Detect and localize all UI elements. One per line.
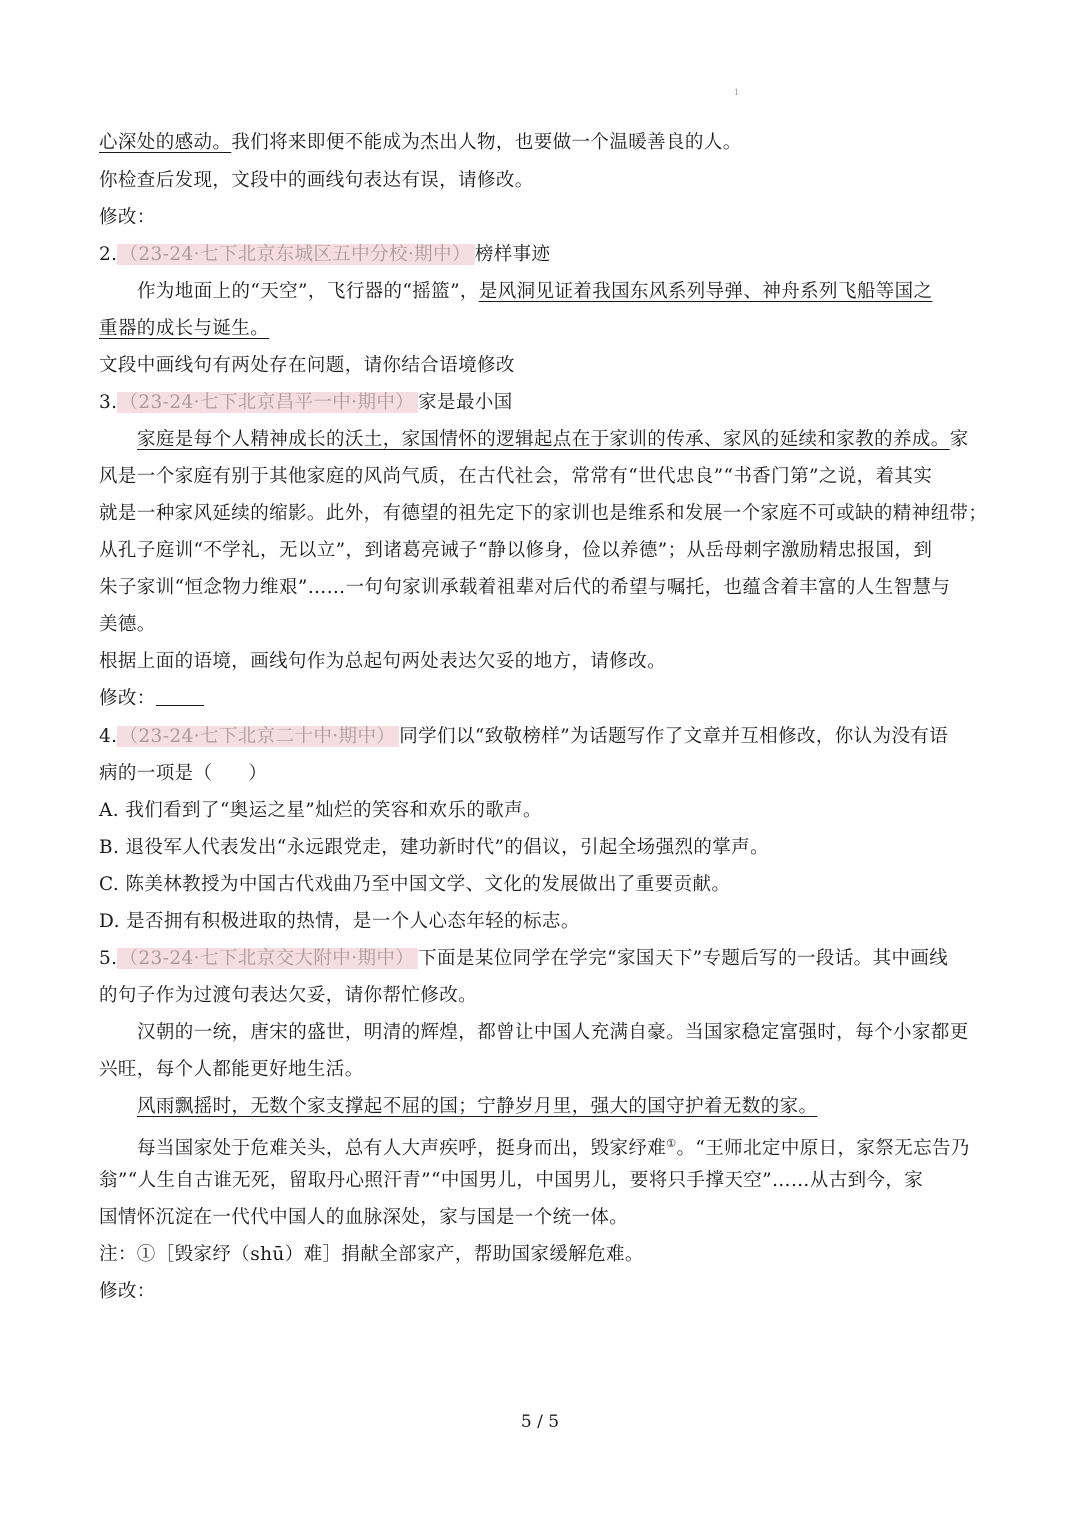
text-line (99, 316, 269, 342)
question-5-header (99, 946, 948, 972)
underlined-sentence: 是风洞见证着我国东风系列导弹、神舟系列飞船等国之 (478, 281, 933, 302)
source-tag: （23-24·七下北京昌平一中·期中） (117, 392, 418, 413)
underlined-sentence: 重器的成长与诞生。 (99, 318, 270, 339)
option-d: D. 是否拥有积极进取的热情，是一个人心态年轻的标志。 (99, 911, 580, 932)
text-line: 从孔子庭训“不学礼，无以立”，到诸葛亮诫子“静以修身，俭以养德”；从岳母刺字激励精忠报国，到 (99, 540, 933, 561)
question-number: 3. (99, 392, 118, 413)
page-mark: 1 (734, 88, 740, 97)
text-line: 的句子作为过渡句表达欠妥，请你帮忙修改。 (99, 985, 478, 1006)
page-number: 5 / 5 (520, 1412, 560, 1432)
text-line (137, 427, 969, 453)
revision-label: 修改： (99, 207, 156, 228)
revision-label: 修改： (99, 1281, 156, 1302)
question-number: 2. (99, 244, 118, 265)
text-line (137, 279, 932, 305)
question-number: 5. (99, 948, 118, 969)
underlined-sentence: 家庭是每个人精神成长的沃土，家国情怀的逻辑起点在于家训的传承、家风的延续和家教的养成。 (137, 429, 950, 450)
text-span: 。“王师北定中原日，家祭无忘告乃 (676, 1138, 970, 1160)
question-title: 榜样事迹 (474, 244, 551, 265)
text-span: 家 (949, 429, 969, 450)
question-stem: 同学们以“致敬榜样”为话题写作了文章并互相修改，你认为没有语 (399, 726, 949, 747)
source-tag: （23-24·七下北京二十中·期中） (117, 726, 399, 747)
text-line (137, 1094, 817, 1120)
source-tag: （23-24·七下北京交大附中·期中） (117, 948, 418, 969)
underlined-sentence: 风雨飘摇时，无数个家支撑起不屈的国；宁静岁月里，强大的国守护着无数的家。 (137, 1096, 818, 1117)
text-line: 风是一个家庭有别于其他家庭的风尚气质，在古代社会，常常有“世代忠良”“书香门第”之说，着其实 (99, 466, 933, 487)
text-span: ） (248, 763, 268, 784)
text-line: 翁”“人生自古谁无死，留取丹心照汗青”“中国男儿，中国男儿，要将只手撑天空”……从古到今，家 (99, 1170, 924, 1191)
instruction-line: 你检查后发现，文段中的画线句表达有误，请修改。 (99, 170, 534, 191)
footnote-marker: ① (666, 1137, 677, 1150)
revision-line (99, 686, 204, 712)
instruction-line: 文段中画线句有两处存在问题，请你结合语境修改 (99, 355, 515, 376)
text-line: 朱子家训“恒念物力维艰”……一句句家训承载着祖辈对后代的希望与嘱托，也蕴含着丰富的人生智慧与 (99, 577, 951, 598)
text-span: 作为地面上的“天空”，飞行器的“摇篮”， (137, 281, 479, 302)
answer-blank[interactable] (156, 687, 204, 706)
text-line: 就是一种家风延续的缩影。此外，有德望的祖先定下的家训也是维系和发展一个家庭不可或缺的精神纽带； (99, 503, 988, 524)
text-line: 美德。 (99, 614, 156, 635)
text-line: 国情怀沉淀在一代代中国人的血脉深处，家与国是一个统一体。 (99, 1207, 629, 1228)
question-stem: 病的一项是（ (99, 763, 213, 784)
text-span: 我们将来即便不能成为杰出人物，也要做一个温暖善良的人。 (231, 132, 742, 153)
option-a: A. 我们看到了“奥运之星”灿烂的笑容和欢乐的歌声。 (99, 800, 542, 821)
footnote: 注：①［毁家纾（shū）难］捐献全部家产，帮助国家缓解危难。 (99, 1244, 644, 1265)
question-4-header (99, 724, 948, 750)
text-line (99, 761, 267, 787)
question-3-header (99, 390, 513, 416)
option-c: C. 陈美林教授为中国古代戏曲乃至中国文学、文化的发展做出了重要贡献。 (99, 874, 731, 895)
option-b: B. 退役军人代表发出“永远跟党走，建功新时代”的倡议，引起全场强烈的掌声。 (99, 837, 769, 858)
text-span: 每当国家处于危难关头，总有人大声疾呼，挺身而出，毁家纾难 (137, 1138, 667, 1160)
text-line (137, 1131, 970, 1162)
source-tag: （23-24·七下北京东城区五中分校·期中） (117, 244, 474, 265)
question-2-header (99, 242, 550, 268)
text-line: 兴旺，每个人都能更好地生活。 (99, 1059, 364, 1080)
question-title: 家是最小国 (418, 392, 513, 413)
revision-label: 修改： (99, 688, 156, 709)
text-line (99, 130, 742, 156)
question-stem: 下面是某位同学在学完“家国天下”专题后写的一段话。其中画线 (418, 948, 949, 969)
text-line: 汉朝的一统，唐宋的盛世，明清的辉煌，都曾让中国人充满自豪。当国家稳定富强时，每个小家都更 (137, 1022, 969, 1043)
instruction-line: 根据上面的语境，画线句作为总起句两处表达欠妥的地方，请修改。 (99, 651, 667, 672)
underlined-sentence: 心深处的感动。 (99, 132, 232, 153)
question-number: 4. (99, 726, 118, 747)
